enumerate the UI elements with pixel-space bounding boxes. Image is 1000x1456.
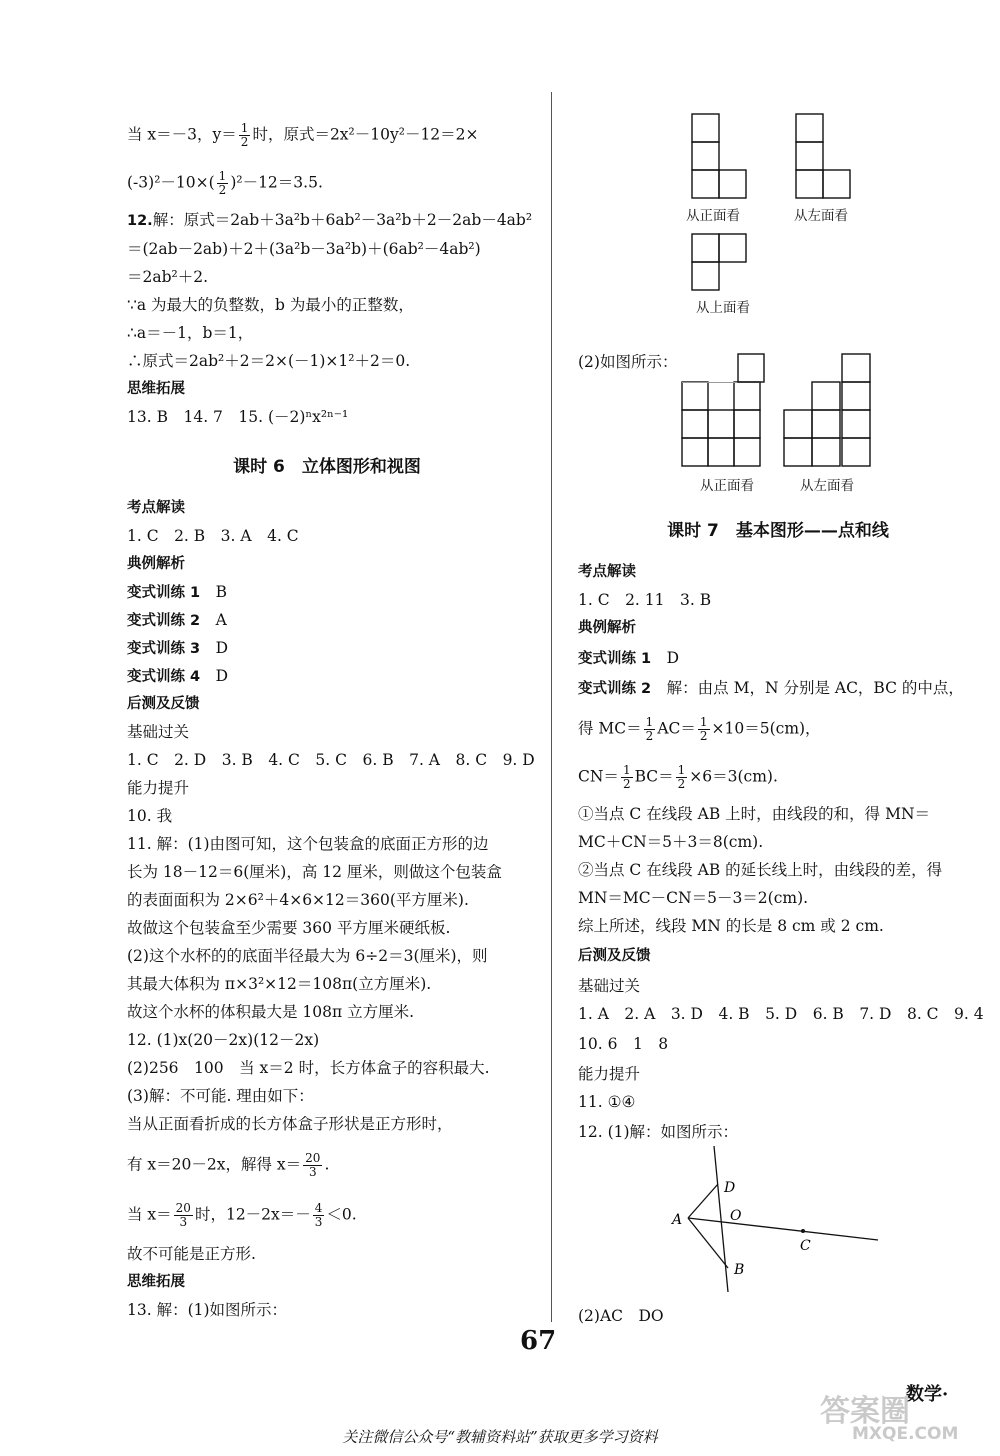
text-line: 变式训练 2 解：由点 M，N 分别是 AC，BC 的中点，: [578, 679, 964, 697]
section-label: 思维拓展: [127, 381, 185, 397]
text-line: 长为 18－12＝6(厘米)，高 12 厘米，则做这个包装盒: [127, 863, 502, 881]
text-line: 综上所述，线段 MN 的长是 8 cm 或 2 cm.: [578, 917, 884, 935]
fraction: $\frac{20}{3}$: [305, 1151, 321, 1179]
text-line: ∴a＝－1，b＝1，: [127, 324, 254, 342]
answer-line: 变式训练 3 D: [127, 639, 229, 657]
text-line: 故做这个包装盒至少需要 360 平方厘米硬纸板.: [127, 919, 451, 937]
answer-line: 变式训练 1 D: [578, 649, 680, 667]
text-line: ＝(2ab－2ab)＋2＋(3a²b－3a²b)＋(6ab²－4ab²): [127, 240, 481, 258]
answer-line: 13. B 14. 7 15. (－2)ⁿx²ⁿ⁻¹: [127, 408, 349, 426]
section-label: 思维拓展: [127, 1274, 185, 1290]
fraction: $\frac{1}{2}$: [240, 121, 249, 149]
answer-line: 1. C 2. 11 3. B: [578, 591, 712, 609]
label-C: C: [800, 1238, 811, 1254]
watermark-url: MXQE.COM: [852, 1424, 959, 1444]
caption: 从上面看: [696, 300, 750, 316]
text-line: (2)256 100 当 x＝2 时，长方体盒子的容积最大.: [127, 1059, 490, 1077]
text-line: 故这个水杯的体积最大是 108π 立方厘米.: [127, 1003, 415, 1021]
watermark-logo: 答案圈: [820, 1394, 910, 1429]
answer-line: 1. A 2. A 3. D 4. B 5. D 6. B 7. D 8. C 9. 4: [578, 1005, 984, 1023]
text-line: ＝2ab²＋2.: [127, 268, 209, 286]
section-title: 课时 7 基本图形——点和线: [667, 521, 889, 541]
text-line: 当 x＝ $\frac{20}{3}$ 时，12－2x＝－ $\frac{4}{3}$ ＜0.: [127, 1201, 357, 1229]
front-view-diagram: [682, 382, 766, 468]
section-label: 能力提升: [127, 779, 190, 797]
segment-AD: [688, 1184, 718, 1218]
caption: 从正面看: [686, 208, 740, 224]
column-divider: [551, 92, 552, 1322]
section-label: 能力提升: [578, 1065, 641, 1083]
footer-note: 关注微信公众号“教辅资料站”获取更多学习资料: [342, 1428, 658, 1446]
text-line: ①当点 C 在线段 AB 上时，由线段的和，得 MN＝: [578, 805, 931, 823]
answer-line: 10. 我: [127, 807, 173, 825]
subject-label: 数学·: [906, 1384, 949, 1405]
section-label: 基础过关: [127, 723, 190, 741]
section-title: 课时 6 立体图形和视图: [233, 457, 421, 477]
text-line: CN＝ $\frac{1}{2}$ BC＝ $\frac{1}{2}$ ×6＝3(cm).: [578, 763, 778, 791]
answer-line: 变式训练 4 D: [127, 667, 229, 685]
text-line: 其最大体积为 π×3²×12＝108π(立方厘米).: [127, 975, 432, 993]
fraction: $\frac{1}{2}$: [622, 763, 631, 791]
page-number: 67: [520, 1326, 557, 1356]
text-line: MC＋CN＝5＋3＝8(cm).: [578, 833, 764, 851]
answer-line: 10. 6 1 8: [578, 1035, 669, 1053]
label-B: B: [734, 1262, 745, 1278]
text-line: (3)解：不可能. 理由如下：: [127, 1087, 314, 1105]
ray-AC: [688, 1218, 878, 1240]
section-label: 考点解读: [578, 564, 636, 580]
fraction: $\frac{1}{2}$: [645, 715, 654, 743]
section-label: 后测及反馈: [578, 948, 651, 964]
text-line: 12. (1)x(20－2x)(12－2x): [127, 1031, 320, 1049]
text-line: MN＝MC－CN＝5－3＝2(cm).: [578, 889, 809, 907]
point-C: [801, 1229, 805, 1233]
text-line: 当 x＝－3，y＝ $\frac{1}{2}$ 时，原式＝2x²－10y²－12＝2×: [127, 121, 479, 149]
text-line: 有 x＝20－2x，解得 x＝ $\frac{20}{3}$ .: [127, 1151, 330, 1179]
fraction: $\frac{20}{3}$: [175, 1201, 191, 1229]
left-view-diagram: [784, 354, 874, 468]
fraction: $\frac{1}{2}$: [677, 763, 686, 791]
label-A: A: [672, 1212, 683, 1228]
text-line: 的表面面积为 2×6²＋4×6×12＝360(平方厘米).: [127, 891, 469, 909]
text-line: ∴原式＝2ab²＋2＝2×(－1)×1²＋2＝0.: [127, 352, 411, 370]
caption: 从正面看: [700, 478, 754, 494]
text-line: ②当点 C 在线段 AB 的延长线上时，由线段的差，得: [578, 861, 943, 879]
answer-line: 变式训练 1 B: [127, 583, 228, 601]
fraction: $\frac{1}{2}$: [699, 715, 708, 743]
text-line: 当从正面看折成的长方体盒子形状是正方形时，: [127, 1115, 453, 1133]
section-label: 考点解读: [127, 500, 185, 516]
text-line: 故不可能是正方形.: [127, 1245, 256, 1263]
text-line: 得 MC＝ $\frac{1}{2}$ AC＝ $\frac{1}{2}$ ×10＝5(cm)，: [578, 715, 821, 743]
text-line: 13. 解：(1)如图所示：: [127, 1301, 288, 1319]
section-label: 典例解析: [578, 620, 636, 636]
text-line: (2)AC DO: [578, 1307, 664, 1325]
fraction: $\frac{1}{2}$: [218, 169, 227, 197]
top-view-diagram: [692, 234, 752, 292]
front-view-top-block: [738, 354, 768, 384]
front-view-diagram: [692, 114, 752, 200]
label-D: D: [724, 1180, 736, 1196]
section-label: 后测及反馈: [127, 696, 200, 712]
text-line: (-3)²－10×( $\frac{1}{2}$ )²－12＝3.5.: [127, 169, 323, 197]
text-line: ∵a 为最大的负整数，b 为最小的正整数，: [127, 296, 414, 314]
caption: 从左面看: [800, 478, 854, 494]
caption: 从左面看: [794, 208, 848, 224]
fraction: $\frac{4}{3}$: [314, 1201, 323, 1229]
answer-line: 1. C 2. B 3. A 4. C: [127, 527, 299, 545]
text-line: 12.解：原式＝2ab＋3a²b＋6ab²－3a²b＋2－2ab－4ab²: [127, 211, 533, 229]
answer-line: 1. C 2. D 3. B 4. C 5. C 6. B 7. A 8. C 9. D: [127, 751, 535, 769]
geometry-figure: [668, 1146, 888, 1296]
answer-line: 11. ①④: [578, 1093, 636, 1111]
text-line: 12. (1)解：如图所示：: [578, 1123, 739, 1141]
text-line: 11. 解：(1)由图可知，这个包装盒的底面正方形的边: [127, 835, 489, 853]
section-label: 典例解析: [127, 556, 185, 572]
line-DB: [714, 1146, 728, 1292]
text-line: (2)这个水杯的的底面半径最大为 6÷2＝3(厘米)，则: [127, 947, 488, 965]
section-label: 基础过关: [578, 977, 641, 995]
label-O: O: [730, 1208, 742, 1224]
left-view-diagram: [796, 114, 856, 200]
text-line: (2)如图所示：: [578, 353, 678, 371]
answer-line: 变式训练 2 A: [127, 611, 227, 629]
